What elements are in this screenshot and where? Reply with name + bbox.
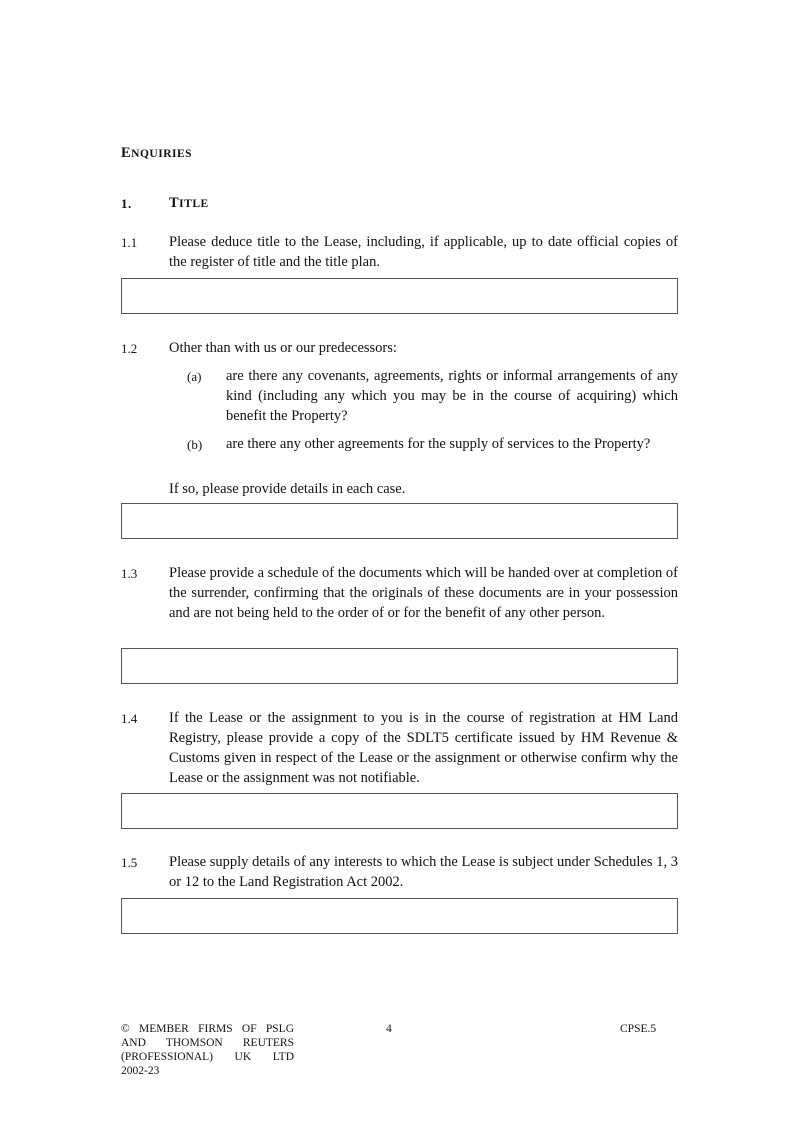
- answer-box-1-2[interactable]: [121, 503, 678, 539]
- item-text: Please provide a schedule of the documents which will be handed over at completion of the surrender, confirming that the originals of these documents are in your possession and are not being held to the order of or for the benefit of any other person.: [169, 565, 678, 621]
- title-section-number: 1.: [121, 196, 132, 211]
- item-followup: If so, please provide details in each case.: [169, 481, 406, 497]
- footer-copyright: [121, 1022, 294, 1078]
- copyright-line: AND THOMSON REUTERS: [121, 1037, 294, 1049]
- item-text: If the Lease or the assignment to you is in the course of registration at HM Land Registry, please provide a copy of the SDLT5 certificate issued by HM Revenue & Customs given in respect of the Lease or the assignment or otherwise confirm why the Lease or the assignment was not notifiable.: [169, 710, 678, 786]
- item-text: Please deduce title to the Lease, including, if applicable, up to date official copies of the register of title and the title plan.: [169, 234, 678, 270]
- section-heading: [121, 145, 192, 162]
- item-text: Other than with us or our predecessors:: [169, 340, 397, 356]
- subitem-text: are there any covenants, agreements, rights or informal arrangements of any kind (including any which you may be in the course of acquiring) which benefit the Property?: [226, 368, 678, 424]
- page-number: 4: [386, 1023, 392, 1035]
- subitem-text: are there any other agreements for the supply of services to the Property?: [226, 436, 651, 452]
- subitem-label: (a): [187, 369, 202, 384]
- title-heading-cap: T: [169, 195, 180, 211]
- document-code: CPSE.5: [620, 1023, 657, 1035]
- title-section-heading: [169, 195, 209, 212]
- answer-box-1-3[interactable]: [121, 648, 678, 684]
- copyright-line: (PROFESSIONAL) UK LTD: [121, 1051, 294, 1063]
- section-heading-cap: E: [121, 145, 132, 161]
- copyright-line: 2002-23: [121, 1065, 160, 1077]
- item-text: Please supply details of any interests to which the Lease is subject under Schedules 1, 3 or 12 to the Land Registration Act 2002.: [169, 854, 678, 890]
- section-heading-rest: NQUIRIES: [131, 148, 193, 160]
- answer-box-1-5[interactable]: [121, 898, 678, 934]
- answer-box-1-1[interactable]: [121, 278, 678, 314]
- title-heading-rest: ITLE: [179, 198, 209, 210]
- item-number: 1.5: [121, 855, 138, 870]
- item-number: 1.4: [121, 711, 138, 726]
- item-number: 1.1: [121, 235, 138, 250]
- answer-box-1-4[interactable]: [121, 793, 678, 829]
- item-number: 1.3: [121, 566, 138, 581]
- copyright-line: © MEMBER FIRMS OF PSLG: [121, 1023, 294, 1035]
- item-number: 1.2: [121, 341, 138, 356]
- subitem-label: (b): [187, 437, 203, 452]
